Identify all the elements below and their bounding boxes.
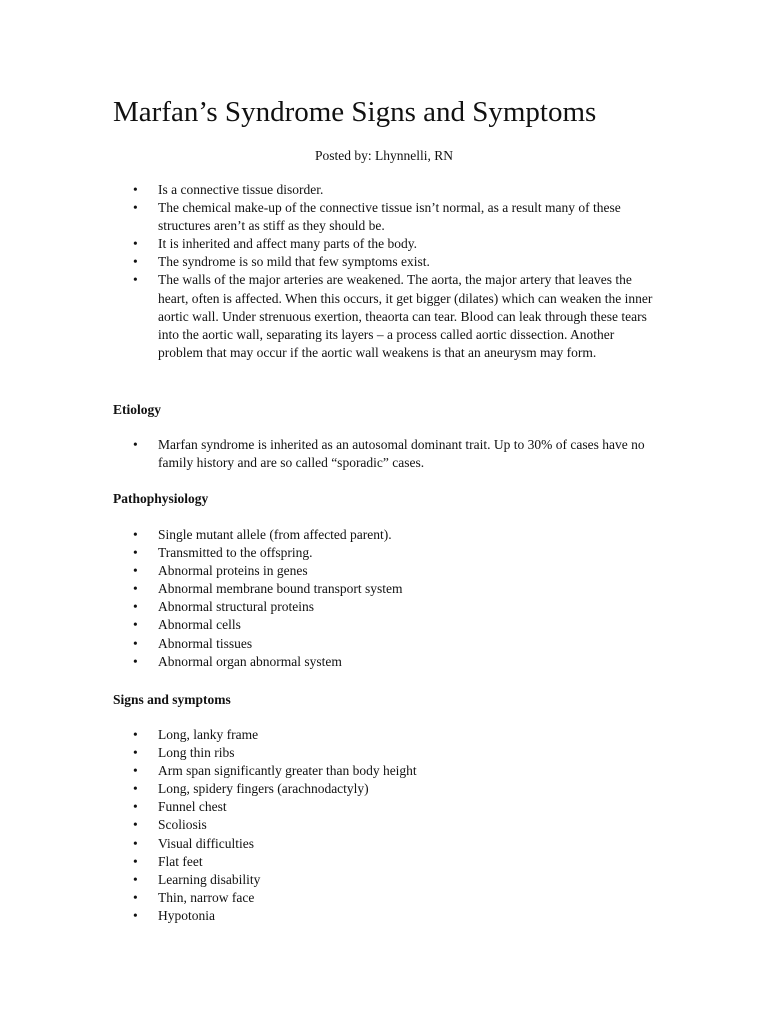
list-item: • Long thin ribs: [113, 744, 653, 762]
section-heading-pathophysiology: Pathophysiology: [113, 491, 209, 506]
section-heading-signs-and-symptoms: Signs and symptoms: [113, 692, 231, 707]
list-item: • Abnormal organ abnormal system: [113, 653, 653, 671]
list-item: • Single mutant allele (from affected parent).: [113, 526, 653, 544]
list-item: • The chemical make-up of the connective tissue isn’t normal, as a result many of these structures aren’t as stiff as they should be.: [113, 199, 653, 235]
list-item: • Funnel chest: [113, 798, 653, 816]
list-item: • Abnormal membrane bound transport system: [113, 580, 653, 598]
list-item: • Learning disability: [113, 871, 653, 889]
list-item: • Abnormal proteins in genes: [113, 562, 653, 580]
list-item: • Thin, narrow face: [113, 889, 653, 907]
list-item: • Long, spidery fingers (arachnodactyly): [113, 780, 653, 798]
list-item: • The syndrome is so mild that few symptoms exist.: [113, 253, 653, 271]
page-title: Marfan’s Syndrome Signs and Symptoms: [113, 96, 597, 128]
byline: Posted by: Lhynnelli, RN: [315, 148, 453, 163]
signs-list: [113, 726, 653, 925]
list-item: • Transmitted to the offspring.: [113, 544, 653, 562]
section-heading-etiology: Etiology: [113, 402, 162, 417]
list-item: • Visual difficulties: [113, 835, 653, 853]
list-item: • Hypotonia: [113, 907, 653, 925]
list-item: • Is a connective tissue disorder.: [113, 181, 653, 199]
list-item: • Scoliosis: [113, 816, 653, 834]
etiology-list: [113, 436, 653, 472]
list-item: • Abnormal structural proteins: [113, 598, 653, 616]
list-item: • It is inherited and affect many parts of the body.: [113, 235, 653, 253]
list-item: • The walls of the major arteries are weakened. The aorta, the major artery that leaves the heart, often is affected. When this occurs, it get bigger (dilates) which can weaken the inner aortic wall. Under strenuous exertion, theaorta can tear. Blood can leak through these tears into the aortic wall, separating its layers – a process called aortic dissection. Another problem that may occur if the aortic wall weakens is that an aneurysm may form.: [113, 271, 653, 361]
list-item: • Abnormal tissues: [113, 635, 653, 653]
intro-list: [113, 181, 653, 362]
list-item: • Abnormal cells: [113, 616, 653, 634]
pathophysiology-list: [113, 526, 653, 671]
list-item: • Arm span significantly greater than body height: [113, 762, 653, 780]
list-item: • Long, lanky frame: [113, 726, 653, 744]
list-item: • Flat feet: [113, 853, 653, 871]
list-item: • Marfan syndrome is inherited as an autosomal dominant trait. Up to 30% of cases have no family history and are so called “sporadic” cases.: [113, 436, 653, 472]
